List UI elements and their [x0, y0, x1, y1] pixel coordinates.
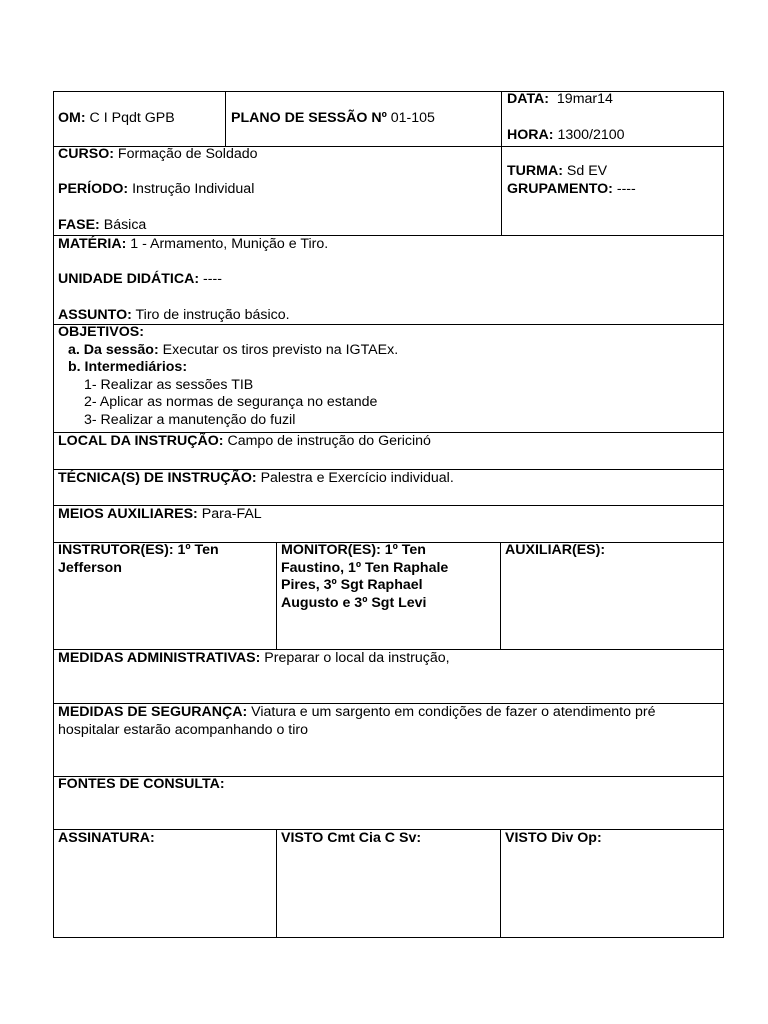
- assinatura-label: ASSINATURA:: [58, 830, 155, 846]
- col-divider-monitor: [500, 542, 501, 650]
- border-left: [53, 91, 54, 938]
- monitor-line: Augusto e 3º Sgt Levi: [281, 594, 427, 611]
- instrutor-field: [58, 542, 219, 577]
- local-value: Campo de instrução do Gericinó: [227, 433, 431, 449]
- grupamento-value: ----: [616, 181, 636, 197]
- meios-value: Para-FAL: [201, 506, 262, 522]
- objetivos-block: [58, 324, 398, 429]
- medidas-seg-value-line2: hospitalar estarão acompanhando o tiro: [58, 721, 309, 738]
- materia-value: 1 - Armamento, Munição e Tiro.: [130, 236, 329, 252]
- data-field: [507, 91, 613, 109]
- session-plan-form: [53, 91, 724, 938]
- monitor-field: [281, 542, 448, 612]
- medidas-seg-label: MEDIDAS DE SEGURANÇA:: [58, 704, 248, 720]
- om-label: OM:: [58, 110, 86, 126]
- curso-field: [58, 146, 258, 164]
- tecnica-value: Palestra e Exercício individual.: [260, 470, 454, 486]
- col-divider-visto: [500, 829, 501, 938]
- assunto-label: ASSUNTO:: [58, 307, 132, 323]
- assinatura-field: [58, 830, 155, 848]
- fontes-label: FONTES DE CONSULTA:: [58, 776, 225, 792]
- objetivo-item: 1- Realizar as sessões TIB: [84, 376, 254, 393]
- assunto-value: Tiro de instrução básico.: [135, 307, 290, 323]
- tecnica-field: [58, 470, 454, 488]
- visto-div-label: VISTO Div Op:: [505, 830, 602, 846]
- monitor-line: Faustino, 1º Ten Raphale: [281, 559, 449, 576]
- medidas-adm-label: MEDIDAS ADMINISTRATIVAS:: [58, 650, 261, 666]
- monitor-line: Pires, 3º Sgt Raphael: [281, 577, 423, 593]
- objetivo-a: [58, 342, 398, 360]
- medidas-seg-value-line1: Viatura e um sargento em condições de fazer o atendimento pré: [251, 704, 656, 720]
- monitor-line: MONITOR(ES): 1º Ten: [281, 542, 426, 558]
- visto-cmt-field: [281, 830, 421, 848]
- medidas-adm-value: Preparar o local da instrução,: [264, 650, 450, 666]
- objetivo-b-label: b. Intermediários:: [68, 359, 188, 375]
- meios-label: MEIOS AUXILIARES:: [58, 506, 198, 522]
- data-value: 19mar14: [556, 91, 613, 107]
- border-right: [723, 91, 724, 938]
- fase-label: FASE:: [58, 217, 100, 233]
- periodo-value: Instrução Individual: [132, 181, 255, 197]
- grupamento-field: [507, 181, 636, 199]
- col-divider-instrutor: [276, 542, 277, 650]
- col-divider-data: [501, 91, 502, 236]
- fase-value: Básica: [103, 217, 147, 233]
- unidade-label: UNIDADE DIDÁTICA:: [58, 271, 200, 287]
- instrutor-line: Jefferson: [58, 559, 122, 576]
- plano-label: PLANO DE SESSÃO Nº: [231, 110, 387, 126]
- objetivo-item: 2- Aplicar as normas de segurança no estande: [84, 394, 378, 410]
- om-field: [58, 110, 175, 128]
- curso-value: Formação de Soldado: [117, 146, 258, 162]
- turma-field: [507, 163, 607, 181]
- hora-value: 1300/2100: [557, 127, 625, 143]
- instrutor-line: INSTRUTOR(ES): 1º Ten: [58, 542, 219, 558]
- grupamento-label: GRUPAMENTO:: [507, 181, 613, 197]
- hora-label: HORA:: [507, 127, 554, 143]
- objetivo-a-value: Executar os tiros previsto na IGTAEx.: [162, 341, 399, 358]
- hora-field: [507, 127, 625, 145]
- objetivo-a-label: a. Da sessão:: [68, 341, 159, 358]
- periodo-field: [58, 181, 254, 199]
- curso-label: CURSO:: [58, 146, 114, 162]
- auxiliar-label: AUXILIAR(ES):: [505, 542, 606, 558]
- meios-field: [58, 506, 262, 524]
- assunto-field: [58, 307, 290, 325]
- om-value: C I Pqdt GPB: [89, 110, 175, 126]
- unidade-field: [58, 271, 222, 289]
- data-label: DATA:: [507, 91, 550, 107]
- medidas-seg-field: [58, 704, 655, 739]
- plano-field: [231, 110, 435, 128]
- local-label: LOCAL DA INSTRUÇÃO:: [58, 433, 224, 449]
- periodo-label: PERÍODO:: [58, 181, 129, 197]
- border-bottom: [53, 937, 724, 938]
- plano-value: 01-105: [390, 110, 435, 126]
- fase-field: [58, 217, 146, 235]
- auxiliar-field: [505, 542, 605, 560]
- objetivos-title: OBJETIVOS:: [58, 324, 144, 340]
- tecnica-label: TÉCNICA(S) DE INSTRUÇÃO:: [58, 470, 257, 486]
- objetivo-item: 3- Realizar a manutenção do fuzil: [84, 411, 296, 428]
- turma-label: TURMA:: [507, 163, 563, 179]
- fontes-field: [58, 776, 225, 794]
- unidade-value: ----: [203, 271, 222, 287]
- materia-label: MATÉRIA:: [58, 236, 127, 252]
- medidas-adm-field: [58, 650, 450, 668]
- visto-cmt-label: VISTO Cmt Cia C Sv:: [281, 830, 422, 846]
- local-field: [58, 433, 431, 451]
- col-divider-assinatura: [276, 829, 277, 938]
- visto-div-field: [505, 830, 602, 848]
- border-top: [53, 91, 724, 92]
- turma-value: Sd EV: [566, 163, 608, 179]
- materia-field: [58, 236, 328, 254]
- col-divider-om: [225, 91, 226, 147]
